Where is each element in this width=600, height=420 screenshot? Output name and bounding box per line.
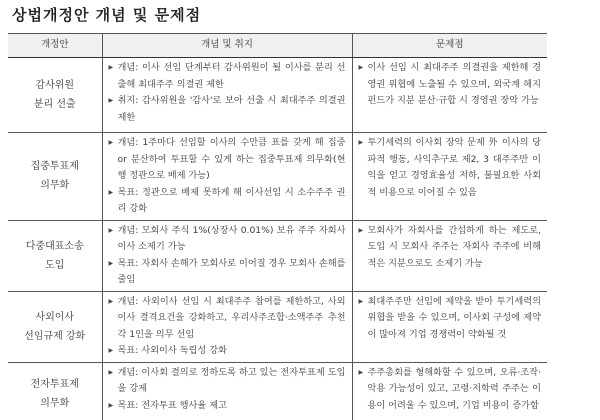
triangle-right-icon: ▶: [108, 64, 114, 71]
concept-cell: [102, 220, 352, 291]
table-row: [8, 133, 547, 221]
triangle-right-icon: ▶: [108, 226, 114, 234]
concept-item: ▶ 개념: 이사 선임 단계부터 감사위원이 될 이사를 분리 선출해 최대주주 의결권 제한: [109, 60, 346, 93]
proposal-line: 감사위원: [35, 80, 75, 91]
concept-item: ▶ 개념: 이사회 결의로 정하도록 하고 있는 전자투표제 도입을 강제: [109, 365, 346, 398]
problem-cell: [352, 220, 547, 291]
proposal-line: 사외이사: [35, 311, 75, 323]
triangle-right-icon: ▶: [108, 347, 114, 354]
proposal-line: 전자투표제: [30, 379, 79, 390]
triangle-right-icon: ▶: [108, 188, 114, 196]
proposal-line: 의무화: [40, 180, 70, 192]
problem-item: ▶ 최대주주만 선임에 제약을 받아 투기세력의 위협을 받을 수 있으며, 이사회 구성에 제약이 많아져 기업 경쟁력이 약화될 것: [359, 294, 542, 344]
triangle-right-icon: ▶: [358, 297, 364, 305]
concept-item: ▶ 개념: 1주마다 선임할 이사의 수만큼 표를 갖게 해 집중 or 분산하여 투표할 수 있게 하는 집중투표제 의무화(현행 정관으로 배제 가능): [109, 135, 346, 185]
triangle-right-icon: ▶: [108, 297, 114, 305]
triangle-right-icon: ▶: [358, 64, 364, 71]
header-concept: 개념 및 취지: [102, 34, 352, 58]
table-row: [8, 362, 547, 420]
proposal-line: 의무화: [40, 398, 70, 409]
proposal-cell: [8, 133, 102, 221]
concept-item: ▶ 목표: 사외이사 독립성 강화: [109, 343, 346, 360]
concept-item: ▶ 목표: 자회사 손해가 모회사로 이어질 경우 모회사 손해를 줄임: [109, 256, 346, 289]
concept-cell: [102, 58, 352, 133]
concept-item: ▶ 취지: 감사위원을 '감사'로 보아 선출 시 최대주주 의결권 제한: [109, 93, 346, 126]
proposal-line: 분리 선출: [33, 99, 76, 110]
proposal-line: 선임규제 강화: [24, 330, 86, 342]
concept-item: ▶ 개념: 모회사 주식 1%(상장사 0.01%) 보유 주주 자회사 이사 소제기 가능: [109, 223, 346, 256]
proposal-cell: [8, 362, 102, 420]
concept-cell: [102, 133, 352, 221]
proposal-cell: [8, 291, 102, 362]
triangle-right-icon: ▶: [358, 139, 364, 146]
proposal-line: 다중대표소송: [25, 240, 84, 252]
table-header-row: [8, 34, 547, 58]
concept-cell: [102, 362, 352, 420]
proposal-cell: [8, 58, 102, 133]
triangle-right-icon: ▶: [108, 139, 114, 146]
header-proposal: 개정안: [8, 34, 102, 58]
reform-comparison-table: [8, 33, 547, 420]
concept-item: ▶ 목표: 정관으로 배제 못하게 해 이사선임 시 소수주주 권리 강화: [109, 185, 346, 218]
table-row: [8, 220, 547, 291]
problem-cell: [352, 133, 547, 221]
proposal-cell: [8, 220, 102, 291]
header-problem: 문제점: [352, 34, 547, 58]
concept-item: ▶ 목표: 전자투표 행사율 제고: [109, 398, 346, 415]
problem-cell: [352, 58, 547, 133]
triangle-right-icon: ▶: [108, 97, 114, 104]
triangle-right-icon: ▶: [358, 368, 364, 376]
triangle-right-icon: ▶: [108, 368, 114, 376]
triangle-right-icon: ▶: [358, 226, 364, 234]
proposal-line: 집중투표제: [30, 161, 79, 173]
table-row: [8, 58, 547, 133]
triangle-right-icon: ▶: [108, 401, 114, 409]
concept-cell: [102, 291, 352, 362]
triangle-right-icon: ▶: [108, 259, 114, 267]
problem-item: ▶ 투기세력의 이사회 장악 문제 外 이사의 당파적 행동, 사익추구로 제2, 3 대주주만 이익을 얻고 경영효율성 저하, 불필요한 사회적 비용으로 이어질 수 있음: [359, 135, 542, 201]
document-title: 상법개정안 개념 및 문제점: [12, 6, 202, 24]
problem-cell: [352, 291, 547, 362]
table-row: [8, 291, 547, 362]
proposal-line: 도입: [45, 259, 65, 271]
problem-item: ▶ 이사 선임 시 최대주주 의결권을 제한해 경영권 위협에 노출될 수 있으며, 외국계 헤지펀드가 지분 분산·규합 시 경영권 장악 가능: [359, 60, 542, 110]
problem-item: ▶ 주주총회를 형해화할 수 있으며, 오류·조작·악용 가능성이 있고, 고령·저학력 주주는 이용이 어려울 수 있으며, 기업 비용이 증가함: [359, 365, 542, 415]
problem-cell: [352, 362, 547, 420]
problem-item: ▶ 모회사가 자회사를 간섭하게 하는 제도로, 도입 시 모회사 주주는 자회사 주주에 비해 적은 지분으로도 소제기 가능: [359, 223, 542, 273]
concept-item: ▶ 개념: 사외이사 선임 시 최대주주 참여를 제한하고, 사외이사 결격요건을 강화하고, 우리사주조합·소액주주 추천 각 1인을 의무 선임: [109, 294, 346, 344]
